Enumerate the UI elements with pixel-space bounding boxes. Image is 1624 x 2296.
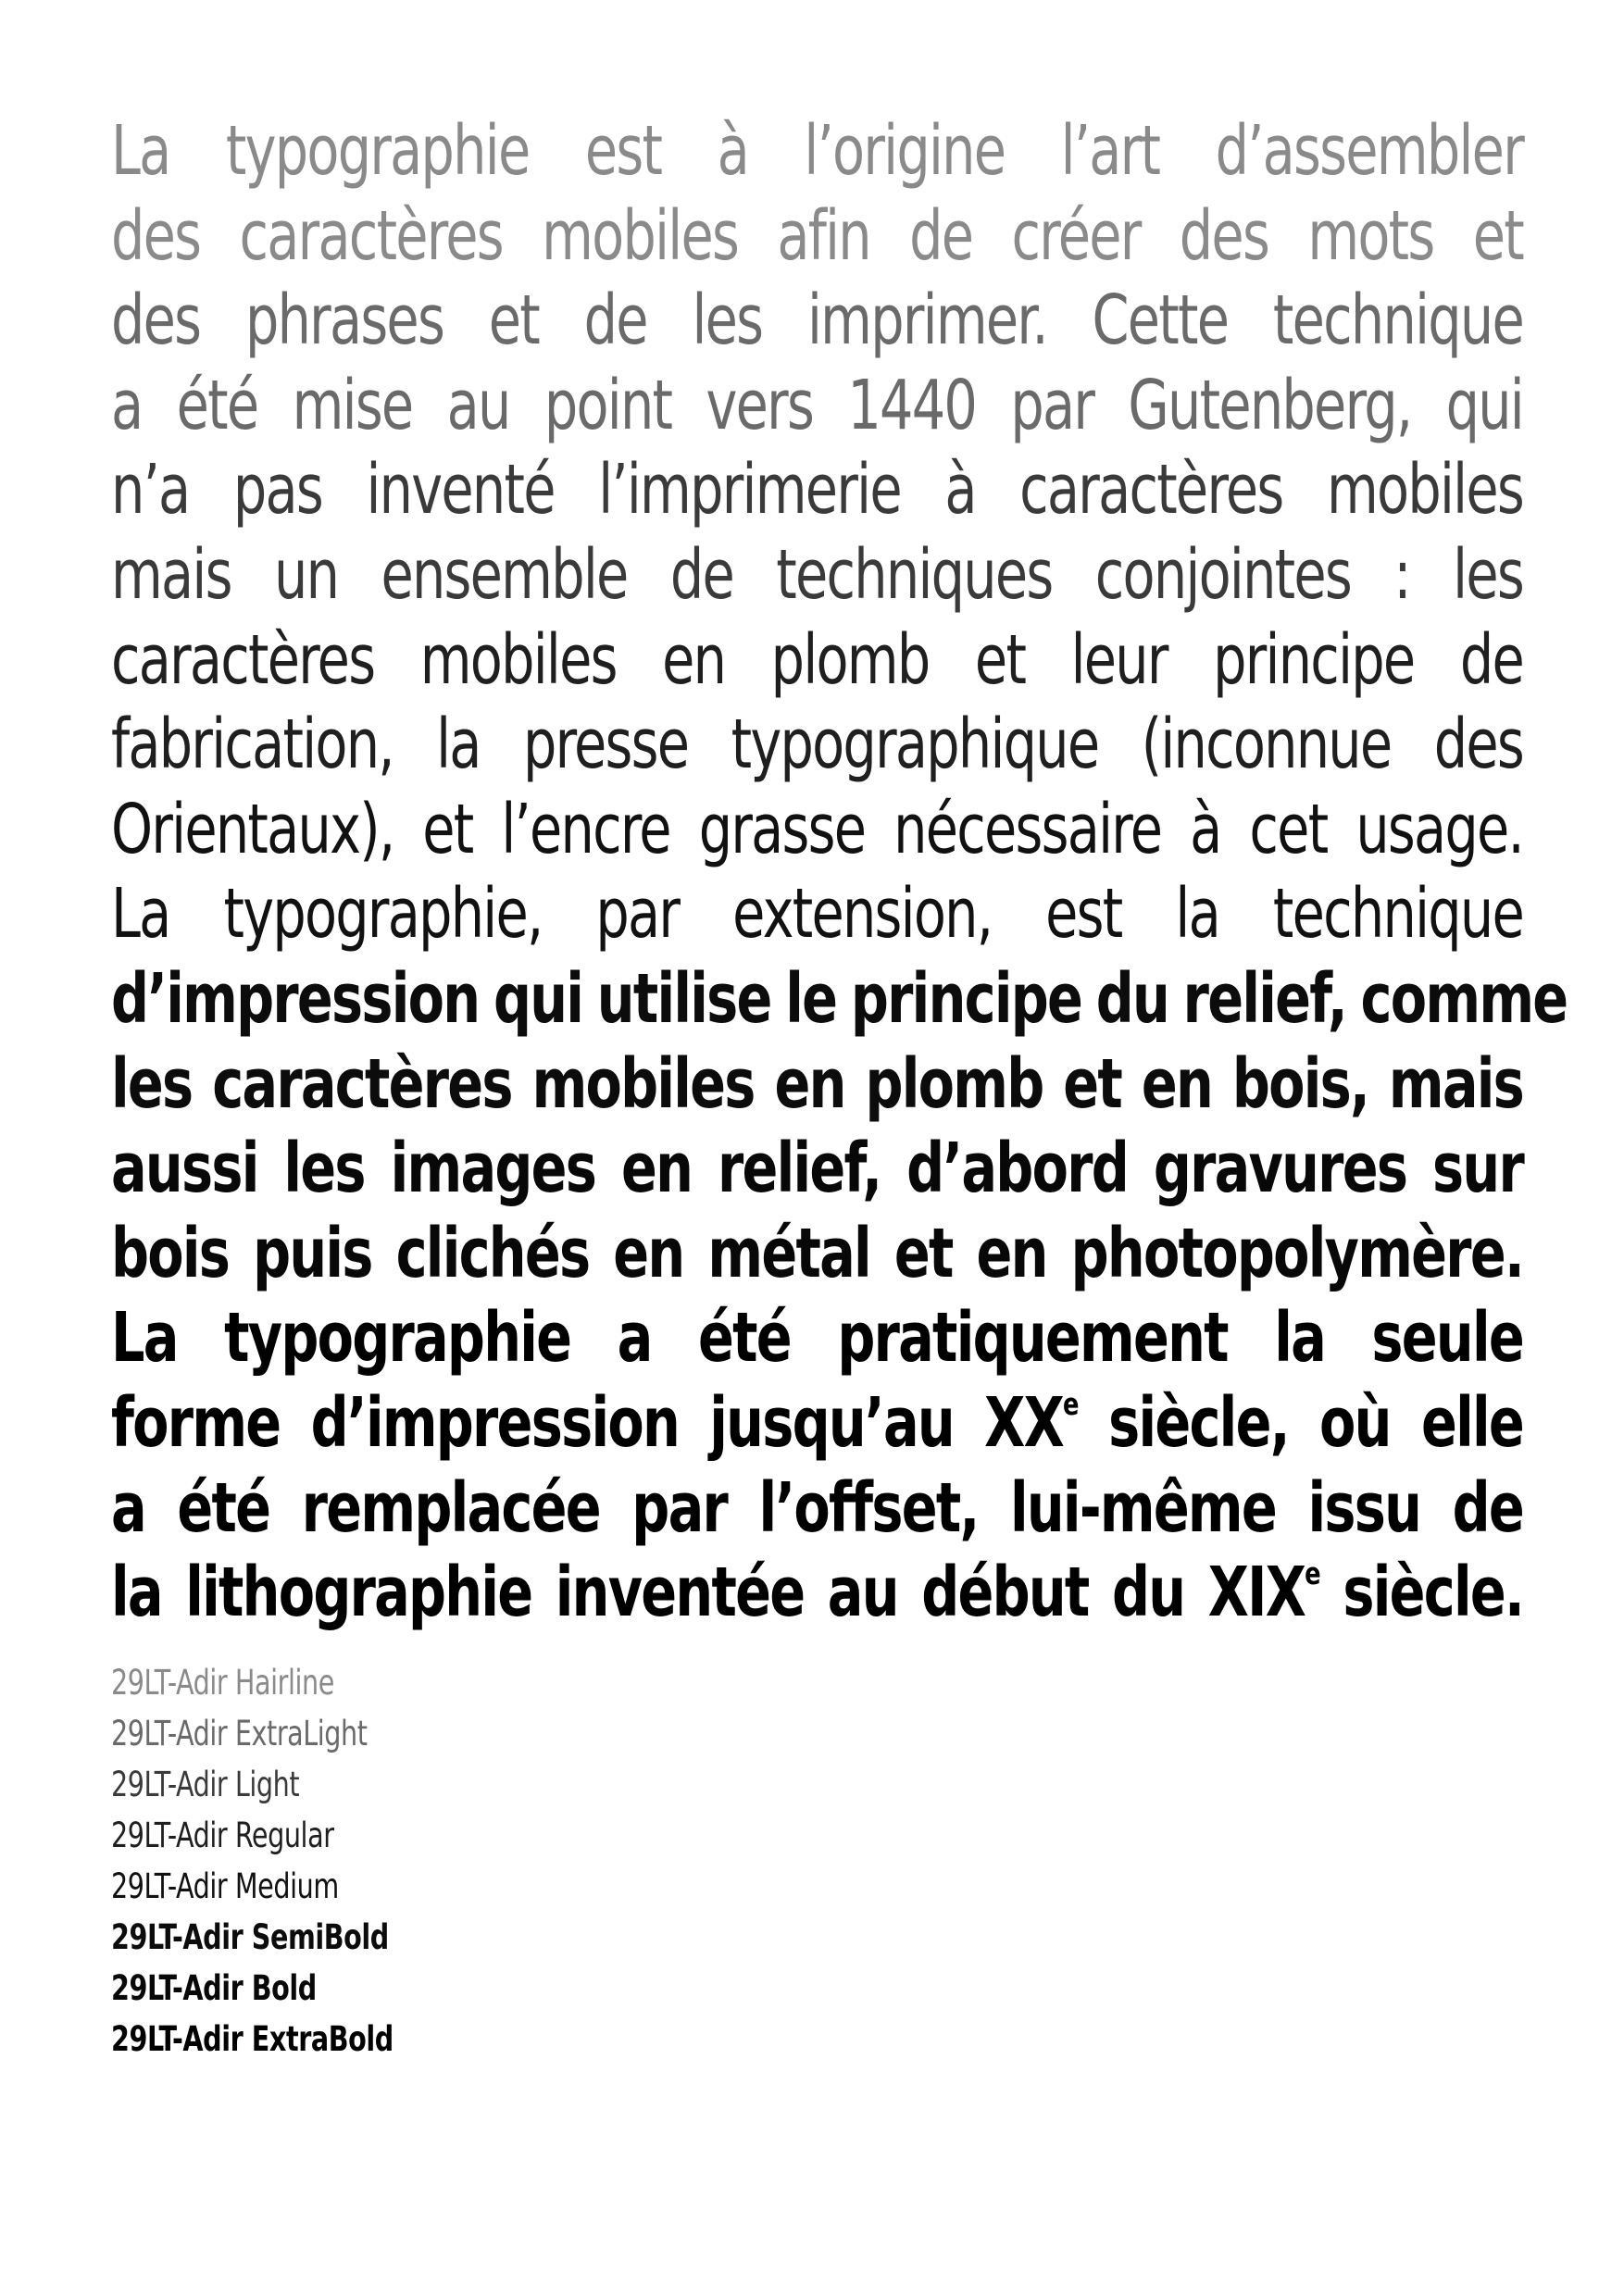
weight-label-light: 29LT-Adir Light (111, 1765, 300, 1804)
weight-label-extrabold: 29LT-Adir ExtraBold (111, 2019, 394, 2059)
specimen-line: aussi les images en relief, d’abord gravures sur (111, 1129, 1523, 1209)
specimen-line: caractères mobiles en plomb et leur principe de (111, 619, 1523, 700)
specimen-line: mais un ensemble de techniques conjointes : les (111, 534, 1523, 615)
specimen-line-text: forme d’impression jusqu’au XX (111, 1382, 1064, 1463)
weight-label-extralight: 29LT-Adir ExtraLight (111, 1714, 368, 1753)
specimen-line: a été remplacée par l’offset, lui-même issu de (111, 1467, 1523, 1548)
superscript: e (1305, 1555, 1319, 1592)
specimen-line: La typographie a été pratiquement la seule (111, 1298, 1523, 1379)
weight-label-bold: 29LT-Adir Bold (111, 1968, 317, 2008)
specimen-line: d’impression qui utilise le principe du relief, comme (111, 958, 1568, 1039)
specimen-line (111, 1551, 1523, 1636)
superscript: e (1063, 1385, 1078, 1422)
type-specimen-paragraph (111, 109, 1568, 1636)
specimen-line (111, 1381, 1523, 1466)
weight-label-semibold: 29LT-Adir SemiBold (111, 1917, 389, 1957)
weight-label-regular: 29LT-Adir Regular (111, 1816, 334, 1855)
specimen-line: a été mise au point vers 1440 par Gutenberg, qui (111, 365, 1523, 445)
specimen-line: n’a pas inventé l’imprimerie à caractères mobiles (111, 450, 1523, 530)
specimen-line-text: siècle, où elle (1077, 1382, 1523, 1463)
specimen-line: La typographie, par extension, est la technique (111, 874, 1523, 955)
font-weight-list (111, 1657, 852, 2065)
weight-label-hairline: 29LT-Adir Hairline (111, 1663, 334, 1703)
specimen-line: bois puis clichés en métal et en photopolymère. (111, 1213, 1523, 1293)
specimen-line-text: siècle. (1318, 1553, 1523, 1633)
specimen-line: des phrases et de les imprimer. Cette technique (111, 281, 1523, 361)
specimen-line-text: la lithographie inventée au début du XIX (111, 1553, 1305, 1633)
specimen-line: fabrication, la presse typographique (inconnue des (111, 705, 1523, 785)
specimen-line: La typographie est à l’origine l’art d’assembler (111, 111, 1523, 191)
specimen-line: Orientaux), et l’encre grasse nécessaire à cet usage. (111, 789, 1523, 869)
specimen-line: des caractères mobiles afin de créer des mots et (111, 195, 1523, 276)
weight-label-medium: 29LT-Adir Medium (111, 1866, 339, 1906)
specimen-line: les caractères mobiles en plomb et en bois, mais (111, 1043, 1523, 1124)
